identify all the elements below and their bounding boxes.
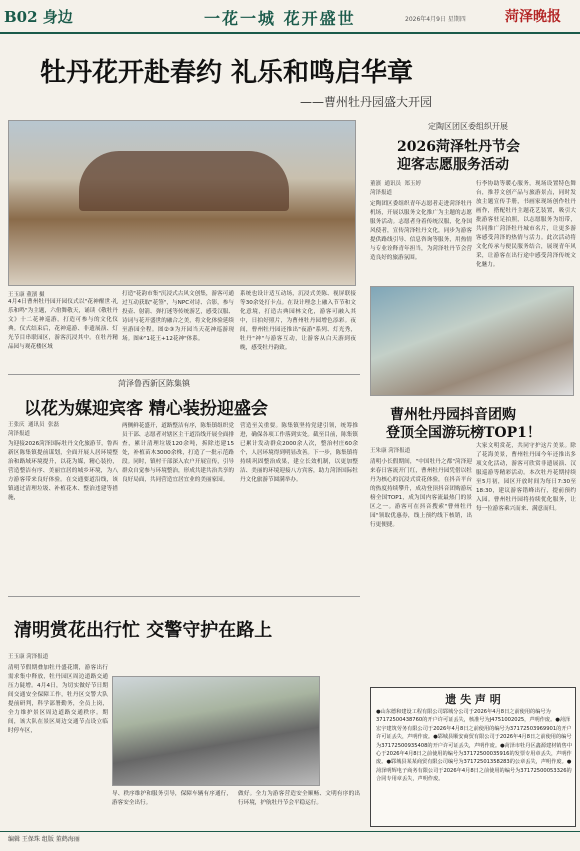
- lead-subtitle: ——曹州牡丹园盛大开园: [300, 95, 433, 109]
- volunteer-body-col2: 行李协助等暖心服务，现场设置特色舞台，推荐文创产品与旅游景点，同时发放主题宣传手册，书画家现场创作牡丹画作，搭配牡丹主题花艺装置，吸引大批游客驻足拍照，以志愿服务为纽带，共同推广菏泽牡丹城市名片，让更多游客感受菏泽的热情与活力。此次活动将文化传承与便民服务结合，展现青年风采，让游客在出行途中感受菏泽传统文化魅力。: [476, 181, 576, 268]
- volunteer-headline-2: 迎客志愿服务活动: [397, 157, 509, 173]
- volunteer-headline-1: 2026菏泽牡丹节会: [397, 139, 520, 155]
- lead-headline: 牡丹花开赴春约 礼乐和鸣启华章: [40, 58, 414, 88]
- divider: [8, 374, 360, 375]
- traffic-body-col3: 做好。全力为游客营造安全顺畅、文明有序的出行环境，护航牡丹节会平稳运行。: [238, 791, 360, 806]
- mudan-body-col1: 为迎接2026菏泽国际牡丹文化旅游节，鲁西新区陈集镇提前谋划，全面开展人居环境整治和路域环境提升，以花为媒，精心装扮，营造整洁有序、美丽宜居的城乡环境，为八方游客带来良好体验。在交通要道沿线，该镇通过清理垃圾、补植花木、整治违建等措施，: [8, 441, 118, 501]
- lost-notice-box: [370, 687, 576, 827]
- douyin-headline-1: 曹州牡丹园抖音团购: [390, 407, 516, 423]
- divider: [8, 596, 360, 597]
- douyin-body-col2: 大家文明赏花，共同守护这片美景。除了花海美景，曹州牡丹园今年还推出多项文化活动，游客可欣赏非遗展演、汉服巡游等精彩活动。本次牡丹花期持续至5月初，园区开放时间为每日7:30至18:30，建议游客错峰出行，提前预约入园。曹州牡丹园将持续优化服务，让每一位游客乘兴而来、满意而归。: [476, 443, 576, 512]
- traffic-headline: 清明赏花出行忙 交警守护在路上: [14, 620, 273, 641]
- header-slogan: 一花一城 花开盛世: [204, 9, 356, 28]
- douyin-body-col1: 清明小长假期间，"中国牡丹之都"菏泽迎来春日客流开门红，曹州牡丹园凭借以牡丹为核心的沉浸式赏花体验，在抖音平台的热度持续攀升，成功登顶抖音团购游玩榜全国TOP1，成为国内客流最热门的景区之一。游客可在抖音搜索"曹州牡丹园"领取优惠券，线上预约线下核销，出行更便捷。: [370, 459, 472, 528]
- mudan-credit: 王张庆 通讯员 张磊 菏泽报道: [8, 422, 59, 437]
- douyin-headline-2: 登顶全国游玩榜TOP1！: [386, 425, 541, 441]
- volunteer-kicker: 定陶区团区委组织开展: [428, 122, 508, 131]
- mudan-headline: 以花为媒迎宾客 精心装扮迎盛会: [24, 399, 268, 419]
- page-section-code: B02 身边: [4, 8, 73, 26]
- notice-title: 遗 失 声 明: [445, 693, 501, 706]
- volunteer-credit: 董濱 通讯员 郑玉婷 菏泽报道: [370, 181, 421, 196]
- notice-body: ●山东德和建设工程有限公司郓城分公司于2026年4月8日之前使用的编号为37172500438760的开户许可证丢失，核准号为J4751002025，声明作废。●菏泽宏宇建筑劳务有限公司于2026年4月8日之前使用的编号为37172503969901的开户许可证丢失，声明作废。●郓城县顺安商贸有限公司于2026年4月8日之前使用的编号为37172500935408的开户许可证丢失，声明作废。●菏泽市牡丹区鑫源建材销售中心于2026年4月8日之前使用的编号为37172500035916的发票专用章丢失，声明作废。●郓城县某某商贸有限公司编号为37172501358283的公章丢失，声明作废。●菏泽明辉电子商务有限公司于2026年4月8日之前使用的编号为37172500053326的合同专用章丢失，声明作废。: [376, 709, 572, 783]
- issue-date: 2026年4月9日 星期四: [405, 16, 466, 23]
- newspaper-logo: 菏泽晚报: [505, 9, 561, 25]
- lead-body-col1: 4月4日曹州牡丹园开园仪式以"花神醒世·礼乐和鸣"为主题，六佾舞敬天，诵读《敬牡丹文》十二花神巡游，打造可参与的文化仪典。仪式结束后，花神巡游、非遗展演、灯光节目串联园区，游客沉浸其中。在牡丹精品园与观花楼区域: [8, 299, 118, 350]
- mudan-body-col3: 营造至关重要。陈集镇坚持党建引领，统筹推进，确保各项工作落到实处。截至目前，陈集镇已累计发动群众2000余人次，整治村庄60余个，人居环境得到明显改善。下一步，陈集镇将持续巩固整治成果，建立长效机制，以更加整洁、美丽的环境迎接八方宾客，助力菏泽国际牡丹文化旅游节圆满举办。: [240, 423, 358, 483]
- douyin-credit: 王朱康 菏泽报道: [370, 448, 411, 454]
- mudan-body-col2: 两侧鲜花盛开，道路整洁有序，陈集镇组织党员干部、志愿者对辖区主干道沿线开展全面排查，累计清理垃圾120余吨，拆除违建15处，补植苗木3000余株，打造了一批示范路段。同时，镇村干部深入农户开展宣传，引导群众自觉参与环境整治，形成共建共治共享的良好局面，共同营造宜居宜业的美丽家园。: [122, 423, 234, 483]
- pavilion-shape: [79, 151, 289, 211]
- footer-editor: 编辑 王保珠 组版 董鹤海丽: [8, 836, 80, 843]
- traffic-photo: [112, 676, 320, 786]
- volunteer-body-col1: 定陶团区委组织青年志愿者走进菏泽牡丹机场，开展以服务文化推广为主题的志愿服务活动。志愿者身着传统汉服，化身国风使者，宣传菏泽牡丹文化，同步为游客提供路线引导、信息咨询等服务，用热情与专业诠释青年担当，为菏泽牡丹节会营造良好的旅游氛围。: [370, 201, 472, 261]
- traffic-body-col1: 清明节假期叠加牡丹盛花期，游客出行需求集中释放，牡丹园区周边道路交通压力陡增。4月4日，为切实做好节日期间交通安全保障工作，牡丹区交警大队提前研判，科学部署勤务，全员上岗，全力维护景区周边道路交通秩序。期间，该大队在景区周边交通节点设立临时停车区，: [8, 665, 108, 734]
- lead-photo: [8, 120, 356, 286]
- lead-photo-credit: 王玉康 董濱 摄: [8, 292, 45, 298]
- traffic-body-col2: 导、秩序维护和服务引导，保障车辆有序通行，游客安全出行。: [112, 791, 232, 806]
- footer-rule: [0, 831, 580, 832]
- volunteer-photo: [370, 286, 574, 396]
- mudan-kicker: 菏泽鲁西新区陈集镇: [118, 379, 190, 388]
- lead-body-col2: 打造"花韵市集"沉浸式古风文创集，游客可通过互动获取"花签"，与NPC对诗、合影，参与投壶、射箭、弹打迷等传统游艺，感受汉服、诗词与花开盛世的融合之美，将文化体验延续至游园全程。图②③为开园当天花神巡游现场。图④"1花王+12花神"体系。: [122, 291, 234, 342]
- traffic-credit: 王玉康 菏泽报道: [8, 654, 49, 660]
- lead-body-col3: 系统也设计适互动场，沉浸式美陈、视屏联接等30余处打卡点。在设计理念上融入节节和文化意境，打造古典园林文化，游客可融入其中，日拍好照片，为曹州牡丹园增色添彩。夜间，曹州牡丹园还推出"夜游"系列、灯光秀，牡丹"神"与游客互动，让游客从白天游到夜晚，感受牡丹韵致。: [240, 291, 356, 351]
